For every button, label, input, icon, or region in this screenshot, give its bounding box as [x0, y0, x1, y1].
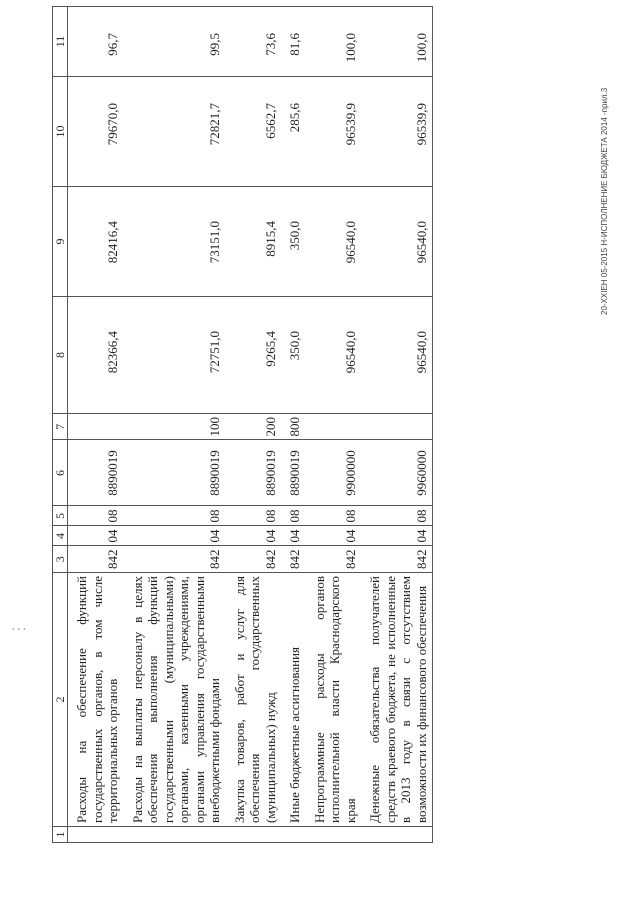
header-cell: 9 [53, 187, 68, 297]
table-cell-c11: 100,0 [306, 7, 362, 77]
table-cell-c9: 82416,4 [68, 187, 124, 297]
table-cell-c11: 81,6 [281, 7, 306, 77]
table-cell-c10: 96539,9 [306, 77, 362, 187]
table-cell-c8: 72751,0 [124, 297, 226, 414]
table-cell-c2: Непрограммные расходы органов исполнительной власти Краснодарского края [306, 573, 362, 827]
table-row [361, 7, 433, 843]
header-cell: 2 [53, 573, 68, 827]
header-cell: 4 [53, 526, 68, 546]
table-row [306, 7, 362, 843]
table-cell-c7 [68, 414, 124, 441]
table-cell-c5: 08 [124, 506, 226, 526]
table-cell-c9: 96540,0 [306, 187, 362, 297]
table-cell-c1 [68, 827, 124, 843]
table-cell-c8: 96540,0 [306, 297, 362, 414]
table-cell-c9: 73151,0 [124, 187, 226, 297]
table-cell-c3: 842 [124, 546, 226, 573]
table-cell-c6: 8890019 [124, 440, 226, 506]
table-cell-c3: 842 [281, 546, 306, 573]
table-row [226, 7, 282, 843]
table-cell-c7: 200 [226, 414, 282, 441]
header-cell: 8 [53, 297, 68, 414]
table-cell-c1 [281, 827, 306, 843]
table-cell-c1 [361, 827, 433, 843]
table-cell-c10: 96539,9 [361, 77, 433, 187]
table-cell-c2: Расходы на обеспечение функций государственных органов, в том числе территориальных органов [68, 573, 124, 827]
table-cell-c11: 96,7 [68, 7, 124, 77]
table-cell-c5: 08 [68, 506, 124, 526]
table-cell-c6: 9900000 [306, 440, 362, 506]
table-cell-c11: 100,0 [361, 7, 433, 77]
table-cell-c9: 96540,0 [361, 187, 433, 297]
table-cell-c10: 285,6 [281, 77, 306, 187]
table-row [124, 7, 226, 843]
table-cell-c1 [124, 827, 226, 843]
table-cell-c6: 8890019 [281, 440, 306, 506]
table-cell-c10: 79670,0 [68, 77, 124, 187]
header-cell: 11 [53, 7, 68, 77]
header-cell: 6 [53, 440, 68, 506]
table-cell-c4: 04 [306, 526, 362, 546]
table-cell-c8: 9265,4 [226, 297, 282, 414]
table-cell-c2: Денежные обязательства получателей средств краевого бюджета, не исполненные в 2013 году в связи с отсутствием возможности их финансового обеспечения [361, 573, 433, 827]
table-cell-c6: 8890019 [68, 440, 124, 506]
table-cell-c4: 04 [68, 526, 124, 546]
table-cell-c4: 04 [361, 526, 433, 546]
table-cell-c7: 800 [281, 414, 306, 441]
table-cell-c5: 08 [361, 506, 433, 526]
table-cell-c8: 350,0 [281, 297, 306, 414]
table-cell-c2: Расходы на выплаты персоналу в целях обеспечения выполнения функций государственными (муниципальными) органами, казенными учреждениями, органами управления государственными внебюджетными фондами [124, 573, 226, 827]
table-cell-c7 [361, 414, 433, 441]
table-cell-c10: 72821,7 [124, 77, 226, 187]
table-cell-c5: 08 [306, 506, 362, 526]
table-cell-c4: 04 [124, 526, 226, 546]
table-cell-c11: 99,5 [124, 7, 226, 77]
table-cell-c6: 8890019 [226, 440, 282, 506]
table-cell-c4: 04 [281, 526, 306, 546]
table-cell-c9: 350,0 [281, 187, 306, 297]
header-cell: 10 [53, 77, 68, 187]
header-cell: 7 [53, 414, 68, 441]
table-cell-c1 [306, 827, 362, 843]
table-cell-c3: 842 [306, 546, 362, 573]
table-cell-c1 [226, 827, 282, 843]
budget-table [52, 6, 433, 843]
page-footer: 20-ХХIЕН 05-2015 Н-ИСПОЛНЕНИЕ БЮДЖЕТА 2014 -прил.3 [600, 87, 609, 315]
table-cell-c3: 842 [68, 546, 124, 573]
header-cell: 1 [53, 827, 68, 843]
table-cell-c5: 08 [281, 506, 306, 526]
table-cell-c7 [306, 414, 362, 441]
table-cell-c2: Закупка товаров, работ и услуг для обеспечения государственных (муниципальных) нужд [226, 573, 282, 827]
table-cell-c9: 8915,4 [226, 187, 282, 297]
table-cell-c3: 842 [361, 546, 433, 573]
table-cell-c4: 04 [226, 526, 282, 546]
table-cell-c8: 96540,0 [361, 297, 433, 414]
table-cell-c2: Иные бюджетные ассигнования [281, 573, 306, 827]
table-cell-c5: 08 [226, 506, 282, 526]
table-row [281, 7, 306, 843]
corner-mark: ¸ ¸ ¸ [12, 620, 26, 630]
table-row [68, 7, 124, 843]
table-cell-c7: 100 [124, 414, 226, 441]
header-cell: 3 [53, 546, 68, 573]
table-cell-c6: 9960000 [361, 440, 433, 506]
table-cell-c10: 6562,7 [226, 77, 282, 187]
header-cell: 5 [53, 506, 68, 526]
table-cell-c11: 73,6 [226, 7, 282, 77]
table-cell-c8: 82366,4 [68, 297, 124, 414]
header-row [53, 7, 68, 843]
table-cell-c3: 842 [226, 546, 282, 573]
